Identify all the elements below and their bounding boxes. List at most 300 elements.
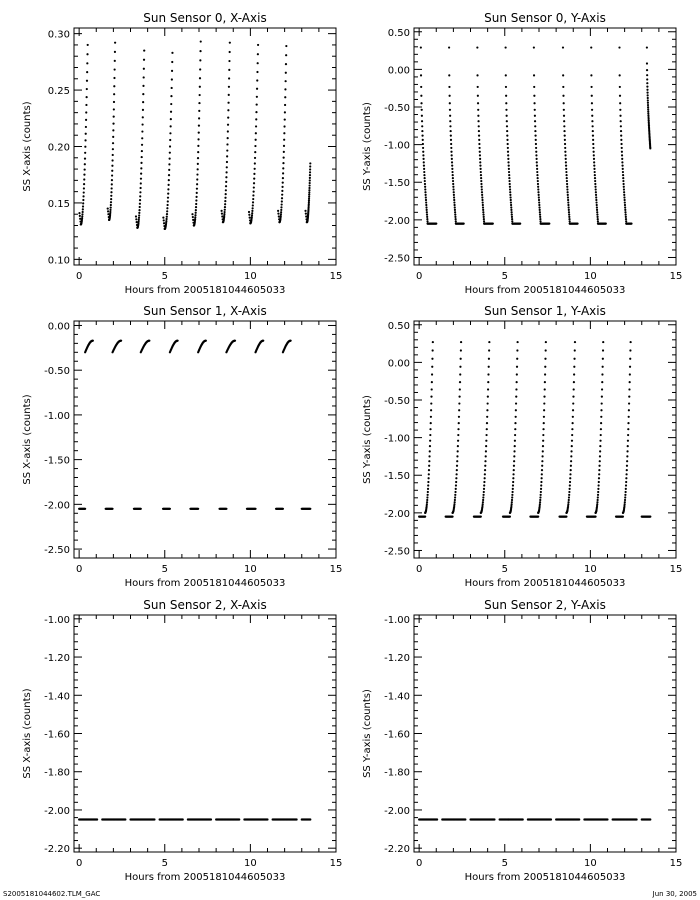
data-point: [540, 481, 542, 483]
data-point: [509, 196, 511, 198]
data-point: [513, 450, 515, 452]
x-tick-label: 10: [244, 858, 257, 869]
data-point: [283, 139, 285, 141]
data-point: [597, 218, 599, 220]
data-point: [511, 491, 513, 493]
data-point: [82, 202, 84, 204]
data-point: [594, 186, 596, 188]
y-tick-label: -2.00: [44, 805, 70, 817]
data-point: [309, 508, 311, 510]
x-tick-label: 0: [415, 271, 423, 282]
y-tick-label: 0.30: [47, 29, 70, 41]
data-point: [148, 340, 150, 342]
data-point: [169, 508, 171, 510]
data-point: [543, 409, 545, 411]
data-point: [513, 465, 515, 467]
data-point: [426, 216, 428, 218]
data-point: [84, 168, 86, 170]
data-point: [480, 180, 482, 182]
data-point: [483, 484, 485, 486]
data-point: [451, 154, 453, 156]
data-point: [578, 818, 580, 820]
data-point: [114, 51, 116, 53]
data-point: [196, 183, 198, 185]
data-point: [425, 196, 427, 198]
footer-filename: S2005181044602.TLM_GAC: [3, 890, 101, 898]
data-point: [482, 201, 484, 203]
data-point: [593, 151, 595, 153]
data-point: [538, 194, 540, 196]
data-point: [421, 120, 423, 122]
data-point: [110, 191, 112, 193]
data-point: [457, 445, 459, 447]
data-point: [480, 168, 482, 170]
data-point: [226, 143, 228, 145]
data-point: [480, 174, 482, 176]
data-point: [516, 366, 518, 368]
x-tick-label: 5: [501, 271, 508, 282]
data-point: [622, 516, 624, 518]
data-point: [596, 211, 598, 213]
data-point: [626, 469, 628, 471]
data-point: [505, 95, 507, 97]
data-point: [451, 158, 453, 160]
data-point: [459, 381, 461, 383]
data-point: [107, 210, 109, 212]
data-point: [124, 818, 126, 820]
data-point: [533, 74, 535, 76]
data-point: [428, 455, 430, 457]
data-point: [428, 465, 430, 467]
data-point: [194, 218, 196, 220]
chart-panel-5: [362, 598, 682, 883]
data-point: [542, 440, 544, 442]
data-point: [535, 143, 537, 145]
data-point: [226, 161, 228, 163]
data-point: [480, 516, 482, 518]
data-point: [428, 477, 430, 479]
data-point: [112, 136, 114, 138]
data-point: [567, 204, 569, 206]
data-point: [456, 455, 458, 457]
data-point: [170, 103, 172, 105]
data-point: [535, 147, 537, 149]
y-tick-label: -1.00: [384, 433, 410, 445]
data-point: [510, 199, 512, 201]
data-point: [619, 95, 621, 97]
data-point: [512, 488, 514, 490]
data-point: [87, 44, 89, 46]
data-point: [226, 166, 228, 168]
data-point: [428, 469, 430, 471]
data-point: [621, 158, 623, 160]
data-point: [224, 203, 226, 205]
data-point: [113, 108, 115, 110]
data-point: [486, 416, 488, 418]
data-points: [418, 818, 651, 820]
data-point: [309, 177, 311, 179]
data-point: [111, 165, 113, 167]
data-point: [488, 341, 490, 343]
data-point: [170, 111, 172, 113]
data-point: [210, 818, 212, 820]
data-point: [599, 450, 601, 452]
data-point: [625, 213, 627, 215]
data-point: [453, 201, 455, 203]
data-point: [514, 428, 516, 430]
data-point: [628, 416, 630, 418]
data-point: [225, 508, 227, 510]
data-point: [568, 206, 570, 208]
data-point: [596, 204, 598, 206]
data-point: [451, 516, 453, 518]
data-point: [623, 194, 625, 196]
data-point: [566, 177, 568, 179]
data-point: [110, 198, 112, 200]
data-point: [455, 481, 457, 483]
data-point: [485, 450, 487, 452]
data-point: [597, 491, 599, 493]
data-point: [430, 402, 432, 404]
data-point: [512, 484, 514, 486]
data-point: [166, 207, 168, 209]
data-point: [448, 46, 450, 48]
data-point: [81, 215, 83, 217]
y-tick-label: -1.00: [44, 410, 70, 422]
data-point: [195, 212, 197, 214]
data-point: [84, 508, 86, 510]
data-point: [457, 450, 459, 452]
y-tick-label: 0.20: [47, 142, 70, 154]
data-point: [647, 94, 649, 96]
y-tick-label: -1.80: [44, 767, 70, 779]
data-point: [171, 70, 173, 72]
data-point: [109, 211, 111, 213]
data-point: [537, 183, 539, 185]
data-point: [646, 46, 648, 48]
data-point: [485, 445, 487, 447]
data-point: [422, 143, 424, 145]
data-point: [636, 818, 638, 820]
data-point: [605, 223, 607, 225]
data-point: [229, 51, 231, 53]
data-point: [192, 216, 194, 218]
data-point: [256, 71, 258, 73]
data-point: [182, 818, 184, 820]
data-point: [536, 161, 538, 163]
footer-date: Jun 30, 2005: [652, 890, 697, 898]
data-point: [111, 159, 113, 161]
data-point: [511, 494, 513, 496]
data-point: [427, 484, 429, 486]
data-points: [420, 46, 652, 224]
data-point: [572, 402, 574, 404]
data-point: [599, 460, 601, 462]
data-point: [508, 174, 510, 176]
y-axis-label: SS X-axis (counts): [22, 101, 33, 192]
data-point: [253, 182, 255, 184]
data-point: [627, 434, 629, 436]
data-point: [83, 191, 85, 193]
data-point: [507, 151, 509, 153]
plot-frame: [414, 615, 676, 852]
data-point: [565, 174, 567, 176]
data-point: [600, 416, 602, 418]
data-point: [626, 450, 628, 452]
data-point: [480, 183, 482, 185]
data-point: [646, 69, 648, 71]
data-point: [533, 95, 535, 97]
data-point: [538, 201, 540, 203]
y-tick-label: -1.60: [384, 729, 410, 741]
data-point: [309, 174, 311, 176]
data-point: [309, 182, 311, 184]
data-point: [647, 108, 649, 110]
data-point: [541, 477, 543, 479]
data-point: [255, 125, 257, 127]
data-point: [283, 132, 285, 134]
data-point: [450, 151, 452, 153]
data-point: [169, 152, 171, 154]
data-point: [200, 40, 202, 42]
data-point: [516, 381, 518, 383]
data-point: [598, 469, 600, 471]
data-point: [568, 494, 570, 496]
x-tick-label: 10: [584, 564, 597, 575]
data-point: [536, 158, 538, 160]
data-point: [170, 118, 172, 120]
data-point: [113, 101, 115, 103]
data-point: [602, 341, 604, 343]
data-point: [422, 139, 424, 141]
data-point: [628, 409, 630, 411]
data-point: [141, 130, 143, 132]
data-point: [431, 381, 433, 383]
data-point: [428, 473, 430, 475]
data-point: [228, 94, 230, 96]
data-point: [596, 206, 598, 208]
data-point: [597, 220, 599, 222]
data-point: [254, 162, 256, 164]
data-point: [282, 172, 284, 174]
data-point: [142, 116, 144, 118]
data-point: [284, 104, 286, 106]
data-point: [511, 211, 513, 213]
data-point: [225, 171, 227, 173]
data-point: [254, 145, 256, 147]
y-axis-label: SS X-axis (counts): [22, 688, 33, 779]
data-point: [624, 496, 626, 498]
data-point: [228, 77, 230, 79]
data-point: [254, 508, 256, 510]
data-point: [563, 130, 565, 132]
y-tick-label: 0.50: [387, 27, 410, 39]
data-point: [534, 134, 536, 136]
data-point: [451, 171, 453, 173]
data-point: [543, 422, 545, 424]
x-tick-label: 5: [501, 564, 508, 575]
data-point: [600, 422, 602, 424]
data-point: [253, 173, 255, 175]
chart-panel-0: [22, 11, 342, 296]
data-point: [481, 186, 483, 188]
data-point: [624, 206, 626, 208]
data-point: [282, 167, 284, 169]
data-point: [597, 494, 599, 496]
data-point: [623, 186, 625, 188]
data-point: [606, 818, 608, 820]
data-point: [572, 396, 574, 398]
data-point: [506, 134, 508, 136]
data-point: [455, 220, 457, 222]
data-point: [646, 92, 648, 94]
data-point: [482, 496, 484, 498]
data-point: [594, 183, 596, 185]
y-axis-label: SS Y-axis (counts): [362, 102, 373, 191]
data-point: [512, 481, 514, 483]
data-point: [284, 111, 286, 113]
data-point: [456, 465, 458, 467]
data-point: [623, 196, 625, 198]
y-axis-label: SS Y-axis (counts): [362, 395, 373, 484]
data-point: [595, 194, 597, 196]
data-point: [451, 168, 453, 170]
data-point: [540, 488, 542, 490]
data-point: [308, 191, 310, 193]
data-point: [538, 204, 540, 206]
data-point: [452, 177, 454, 179]
data-point: [505, 86, 507, 88]
data-point: [508, 180, 510, 182]
data-point: [224, 209, 226, 211]
data-point: [536, 168, 538, 170]
y-tick-label: -2.20: [384, 844, 410, 856]
data-point: [563, 109, 565, 111]
data-point: [596, 209, 598, 211]
y-tick-label: -1.50: [384, 471, 410, 483]
data-point: [624, 211, 626, 213]
data-point: [562, 86, 564, 88]
data-point: [169, 158, 171, 160]
data-point: [171, 87, 173, 89]
data-point: [141, 123, 143, 125]
data-point: [426, 501, 428, 503]
data-point: [600, 434, 602, 436]
data-point: [199, 94, 201, 96]
data-point: [429, 434, 431, 436]
data-point: [83, 183, 85, 185]
data-point: [83, 174, 85, 176]
data-point: [514, 434, 516, 436]
data-point: [576, 223, 578, 225]
chart-panel-3: [362, 304, 682, 589]
data-point: [285, 54, 287, 56]
data-point: [620, 134, 622, 136]
data-point: [169, 132, 171, 134]
data-point: [112, 154, 114, 156]
data-point: [562, 95, 564, 97]
data-point: [251, 210, 253, 212]
data-point: [296, 818, 298, 820]
data-point: [626, 460, 628, 462]
data-point: [227, 117, 229, 119]
data-point: [479, 151, 481, 153]
data-point: [171, 78, 173, 80]
data-point: [452, 183, 454, 185]
data-point: [507, 161, 509, 163]
data-point: [484, 477, 486, 479]
data-point: [482, 494, 484, 496]
data-point: [226, 149, 228, 151]
data-point: [623, 183, 625, 185]
data-point: [573, 388, 575, 390]
data-point: [138, 219, 140, 221]
data-point: [569, 477, 571, 479]
data-point: [544, 381, 546, 383]
data-point: [541, 465, 543, 467]
data-point: [478, 139, 480, 141]
data-point: [453, 503, 455, 505]
data-point: [285, 45, 287, 47]
x-tick-label: 10: [584, 858, 597, 869]
data-point: [85, 133, 87, 135]
data-point: [626, 455, 628, 457]
data-point: [195, 199, 197, 201]
data-point: [198, 117, 200, 119]
data-point: [597, 488, 599, 490]
data-point: [477, 95, 479, 97]
y-tick-label: 0.25: [47, 86, 70, 98]
data-point: [432, 349, 434, 351]
data-point: [458, 409, 460, 411]
data-point: [454, 216, 456, 218]
data-point: [197, 145, 199, 147]
data-point: [168, 169, 170, 171]
data-point: [110, 201, 112, 203]
data-point: [590, 86, 592, 88]
data-point: [484, 473, 486, 475]
data-point: [598, 465, 600, 467]
data-point: [257, 44, 259, 46]
data-point: [488, 358, 490, 360]
data-point: [111, 170, 113, 172]
data-point: [92, 340, 94, 342]
data-point: [454, 206, 456, 208]
data-point: [542, 428, 544, 430]
data-point: [537, 186, 539, 188]
x-tick-label: 0: [75, 564, 83, 575]
data-point: [649, 147, 651, 149]
data-point: [565, 161, 567, 163]
data-point: [483, 481, 485, 483]
data-point: [481, 196, 483, 198]
y-tick-label: -2.00: [384, 215, 410, 227]
data-point: [567, 199, 569, 201]
data-point: [254, 168, 256, 170]
data-point: [511, 503, 513, 505]
data-point: [194, 214, 196, 216]
data-point: [485, 455, 487, 457]
data-point: [483, 216, 485, 218]
data-point: [135, 218, 137, 220]
data-point: [282, 177, 284, 179]
data-point: [84, 146, 86, 148]
x-tick-label: 15: [669, 564, 683, 575]
data-point: [136, 221, 138, 223]
data-point: [534, 115, 536, 117]
data-point: [485, 440, 487, 442]
data-point: [515, 388, 517, 390]
